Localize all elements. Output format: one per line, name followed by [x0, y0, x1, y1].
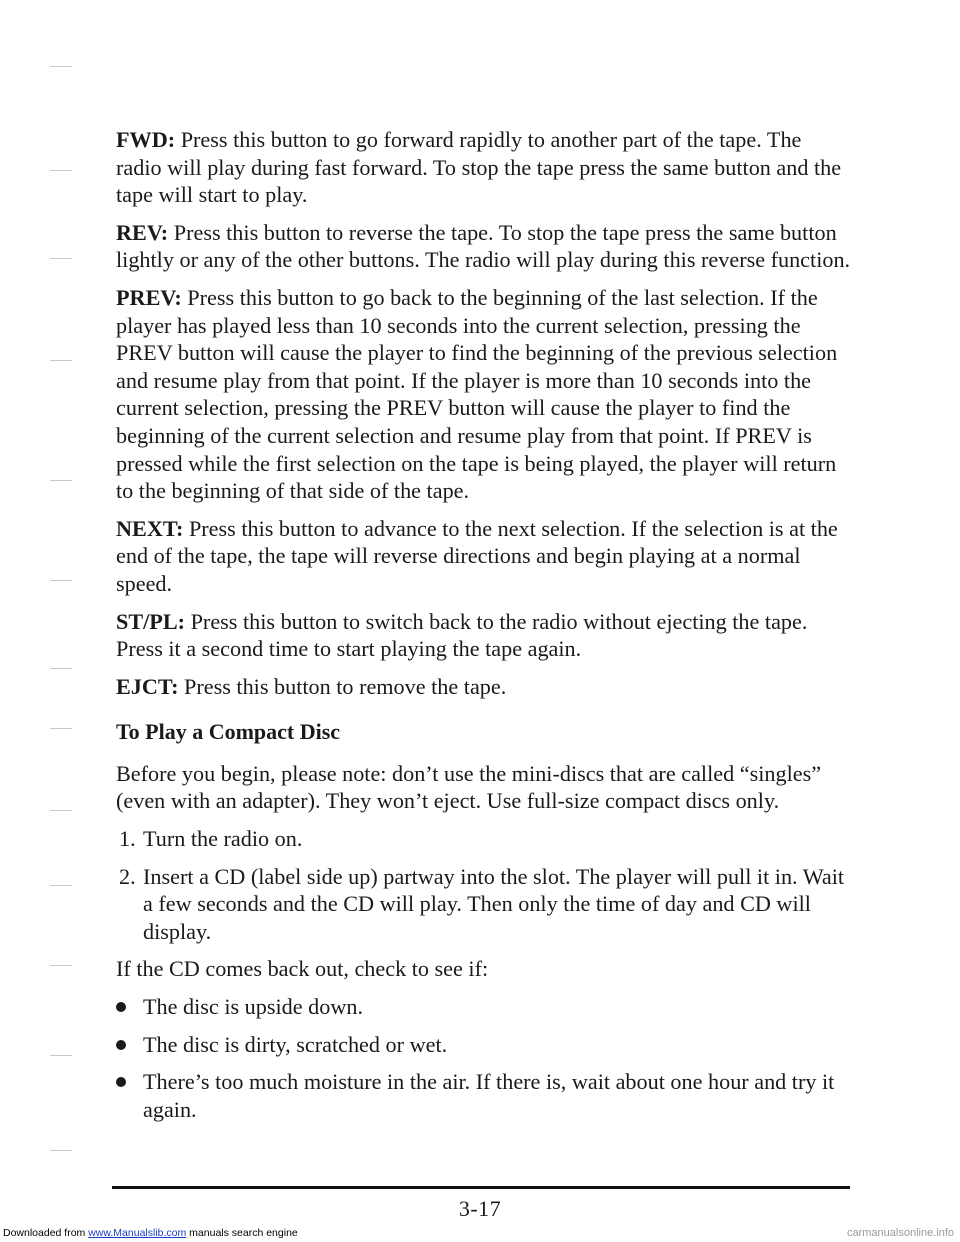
stpl-description	[116, 608, 852, 663]
bullet-text: The disc is upside down.	[143, 994, 364, 1020]
step-number: 2.	[119, 863, 136, 889]
step-text: Insert a CD (label side up) partway into the slot. The player will pull it in. Wait a few seconds and the CD will play. Then only the time of day and CD will display.	[143, 863, 845, 944]
description-text: Press this button to remove the tape.	[178, 673, 507, 699]
margin-mark	[50, 810, 72, 811]
margin-mark	[50, 66, 72, 67]
description-text: Press this button to go forward rapidly to another part of the tape. The radio will play during fast forward. To stop the tape press the same button and the tape will start to play.	[116, 127, 842, 208]
footer-suffix: manuals search engine	[186, 1227, 298, 1239]
margin-mark	[50, 728, 72, 729]
margin-mark	[50, 170, 72, 171]
bullet-item	[116, 993, 852, 1021]
step-number: 1.	[119, 826, 136, 852]
bullet-dot-icon	[116, 1002, 126, 1012]
description-text: Press this button to reverse the tape. To stop the tape press the same button lightly or any of the other buttons. The radio will play during this reverse function.	[116, 219, 851, 273]
description-text: Press this button to advance to the next selection. If the selection is at the end of the tape, the tape will reverse directions and begin playing at a normal speed.	[116, 515, 838, 596]
page-number: 3-17	[458, 1196, 502, 1221]
intro-paragraph: Before you begin, please note: don’t use the mini-discs that are called “singles” (even with an adapter). They won’t eject. Use full-size compact discs only.	[116, 760, 822, 814]
term-label: NEXT:	[116, 515, 184, 541]
term-label: FWD:	[116, 127, 176, 152]
margin-mark	[50, 668, 72, 669]
check-intro: If the CD comes back out, check to see if:	[116, 956, 489, 982]
bullet-dot-icon	[116, 1077, 126, 1087]
next-description	[116, 515, 852, 598]
ejct-description	[116, 673, 852, 701]
margin-mark	[50, 580, 72, 581]
download-footer	[3, 1227, 298, 1239]
prev-description	[116, 284, 852, 505]
margin-mark	[50, 1055, 72, 1056]
term-label: REV:	[116, 219, 169, 245]
step-item	[116, 863, 852, 946]
margin-mark	[50, 360, 72, 361]
margin-mark	[50, 1150, 72, 1151]
bullet-item	[116, 1031, 852, 1059]
term-label: PREV:	[116, 284, 182, 310]
term-label: ST/PL:	[116, 608, 186, 634]
bullet-text: There’s too much moisture in the air. If there is, wait about one hour and try it again.	[143, 1069, 835, 1122]
description-text: Press this button to go back to the beginning of the last selection. If the player has played less than 10 seconds into the current selection, pressing the PREV button will cause the player to find the beginning of the previous selection and resume play from that point. If the player is more than 10 seconds into the current selection, pressing the PREV button will cause the player to find the beginning of the current selection and resume play from that point. If PREV is pressed while the first selection on the tape is being played, the player will return to the beginning of that side of the tape.	[116, 284, 838, 504]
margin-mark	[50, 965, 72, 966]
step-text: Turn the radio on.	[143, 826, 303, 852]
bullet-item	[116, 1068, 852, 1123]
section-heading: To Play a Compact Disc	[116, 719, 341, 745]
margin-mark	[50, 885, 72, 886]
footer-prefix: Downloaded from	[3, 1227, 89, 1239]
margin-mark	[50, 258, 72, 259]
manualslib-link[interactable]: www.Manualslib.com	[88, 1227, 187, 1239]
fwd-description	[116, 126, 852, 209]
rev-description	[116, 219, 852, 274]
step-item	[116, 825, 852, 853]
bullet-text: The disc is dirty, scratched or wet.	[143, 1031, 448, 1057]
term-label: EJCT:	[116, 673, 179, 699]
description-text: Press this button to switch back to the radio without ejecting the tape. Press it a second time to start playing the tape again.	[116, 608, 808, 662]
watermark: carmanualsonline.info	[846, 1227, 954, 1239]
margin-mark	[50, 480, 72, 481]
footer-rule	[112, 1186, 850, 1189]
page-content	[116, 126, 852, 1133]
bullet-dot-icon	[116, 1040, 126, 1050]
